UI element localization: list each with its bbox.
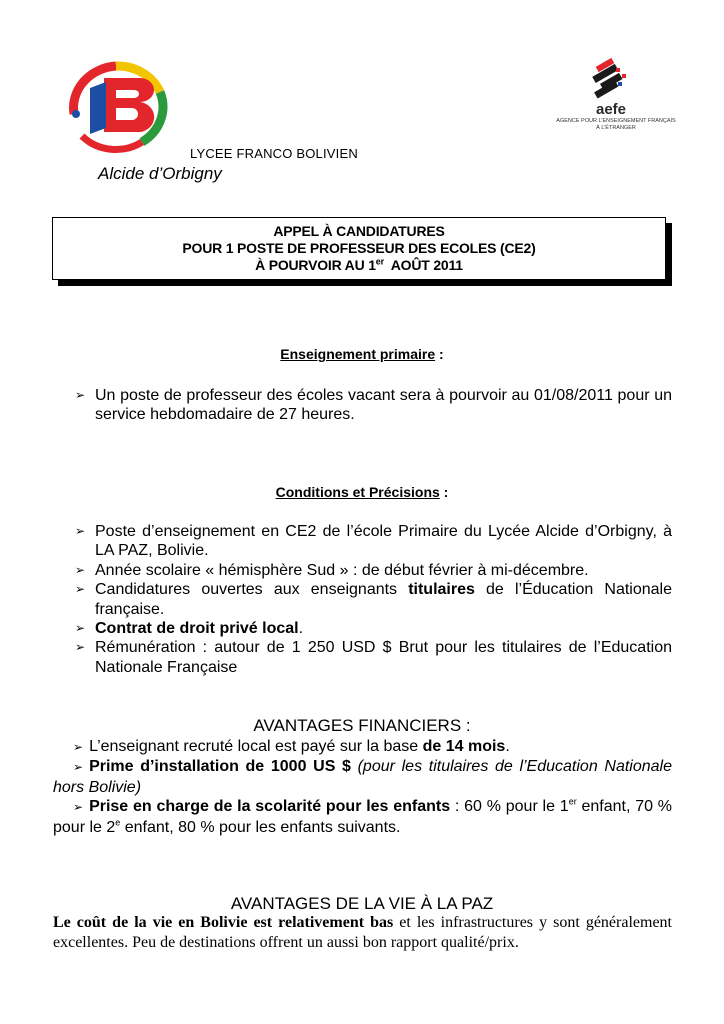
arrow-bullet-icon: ➢ xyxy=(75,388,86,402)
vie-la-paz-paragraph xyxy=(53,913,672,953)
arrow-bullet-icon: ➢ xyxy=(75,621,86,636)
banner-line-1: APPEL À CANDIDATURES xyxy=(273,223,445,239)
banner-line-3 xyxy=(53,257,665,274)
list-item-bold: titulaires xyxy=(408,581,475,599)
arrow-bullet-icon: ➢ xyxy=(75,524,86,538)
banner-line-3-sup: er xyxy=(375,256,384,267)
list-item-text: Poste d’enseignement en CE2 de l’école Primaire du Lycée Alcide d’Orbigny, à LA PAZ, Bolivie. xyxy=(95,523,672,560)
aefe-tagline-line2: À L’ÉTRANGER xyxy=(596,125,636,131)
list-item-text: . xyxy=(298,620,304,638)
section-title-colon: : xyxy=(435,346,444,362)
school-name: LYCEE FRANCO BOLIVIEN xyxy=(190,146,358,161)
list-item-text: : 60 % pour le 1 xyxy=(450,798,569,816)
section2-list xyxy=(53,522,672,677)
list-item-text: . xyxy=(505,738,510,755)
list-item xyxy=(53,522,672,561)
section-title-enseignement-text: Enseignement primaire xyxy=(280,346,436,362)
list-item xyxy=(53,619,672,638)
aefe-tagline xyxy=(556,118,676,132)
list-item xyxy=(53,638,672,677)
list-item xyxy=(53,580,672,619)
section-title-avantages-financiers: AVANTAGES FINANCIERS : xyxy=(253,716,471,735)
aefe-tagline-line1: AGENCE POUR L’ENSEIGNEMENT FRANÇAIS xyxy=(556,118,676,124)
list-item xyxy=(53,757,672,797)
school-subtitle: Alcide d’Orbigny xyxy=(98,164,222,183)
banner-line-3-text: À POURVOIR AU 1 xyxy=(255,257,376,273)
list-item-text: Candidatures ouvertes aux enseignants xyxy=(95,581,409,599)
arrow-bullet-icon: ➢ xyxy=(73,760,84,775)
list-item-bold: de 14 mois xyxy=(422,738,506,755)
section-title-conditions-text: Conditions et Précisions xyxy=(275,484,440,500)
list-item xyxy=(53,737,672,757)
list-item-bold: Prime d’installation de 1000 US $ xyxy=(89,758,351,776)
aefe-wordmark: aefe xyxy=(596,101,627,118)
list-item-text: Année scolaire « hémisphère Sud » : de début février à mi-décembre. xyxy=(95,561,589,579)
arrow-bullet-icon: ➢ xyxy=(73,800,84,815)
section-title-colon: : xyxy=(439,484,449,500)
list-item-text: enfant, 70 % pour le 2 xyxy=(53,798,673,836)
arrow-bullet-icon: ➢ xyxy=(73,740,84,754)
list-item-text: de l’Éducation Nationale française. xyxy=(95,581,672,618)
paragraph-bold: Le coût de la vie en Bolivie est relativement bas xyxy=(53,914,394,931)
lycee-logo xyxy=(60,56,172,156)
section-title-vie-la-paz: AVANTAGES DE LA VIE À LA PAZ xyxy=(230,894,494,913)
arrow-bullet-icon: ➢ xyxy=(75,582,86,597)
arrow-bullet-icon: ➢ xyxy=(75,562,86,577)
list-item-bold: Contrat de droit privé local xyxy=(95,620,299,638)
list-item xyxy=(53,561,672,580)
superscript: er xyxy=(568,796,577,807)
list-item-italic: (pour les titulaires de l’Education Nationale hors Bolivie) xyxy=(53,758,672,796)
banner-line-2: POUR 1 POSTE DE PROFESSEUR DES ECOLES (CE2) xyxy=(182,240,536,256)
list-item-text: Un poste de professeur des écoles vacant sera à pourvoir au 01/08/2011 pour un service hebdomadaire de 27 heures. xyxy=(95,387,672,424)
list-item-text: enfant, 80 % pour les enfants suivants. xyxy=(120,818,401,836)
list-item xyxy=(53,386,672,425)
banner-line-3-date: AOÛT 2011 xyxy=(383,257,463,273)
paragraph-text: et les infrastructures y sont généralement excellentes. Peu de destinations offrent un aussi bon rapport qualité/prix. xyxy=(53,914,672,951)
section1-list xyxy=(53,386,672,425)
section-title-conditions xyxy=(0,484,724,500)
superscript: e xyxy=(115,817,121,828)
list-item-text: Rémunération : autour de 1 250 USD $ Brut pour les titulaires de l’Education Nationale Française xyxy=(95,639,672,676)
section-title-enseignement xyxy=(0,346,724,362)
arrow-bullet-icon: ➢ xyxy=(75,640,86,655)
list-item-text: L’enseignant recruté local est payé sur la base xyxy=(89,738,423,755)
list-item xyxy=(53,797,672,837)
announcement-banner xyxy=(52,217,666,280)
section3-list xyxy=(53,737,672,837)
list-item-bold: Prise en charge de la scolarité pour les enfants xyxy=(89,798,451,816)
